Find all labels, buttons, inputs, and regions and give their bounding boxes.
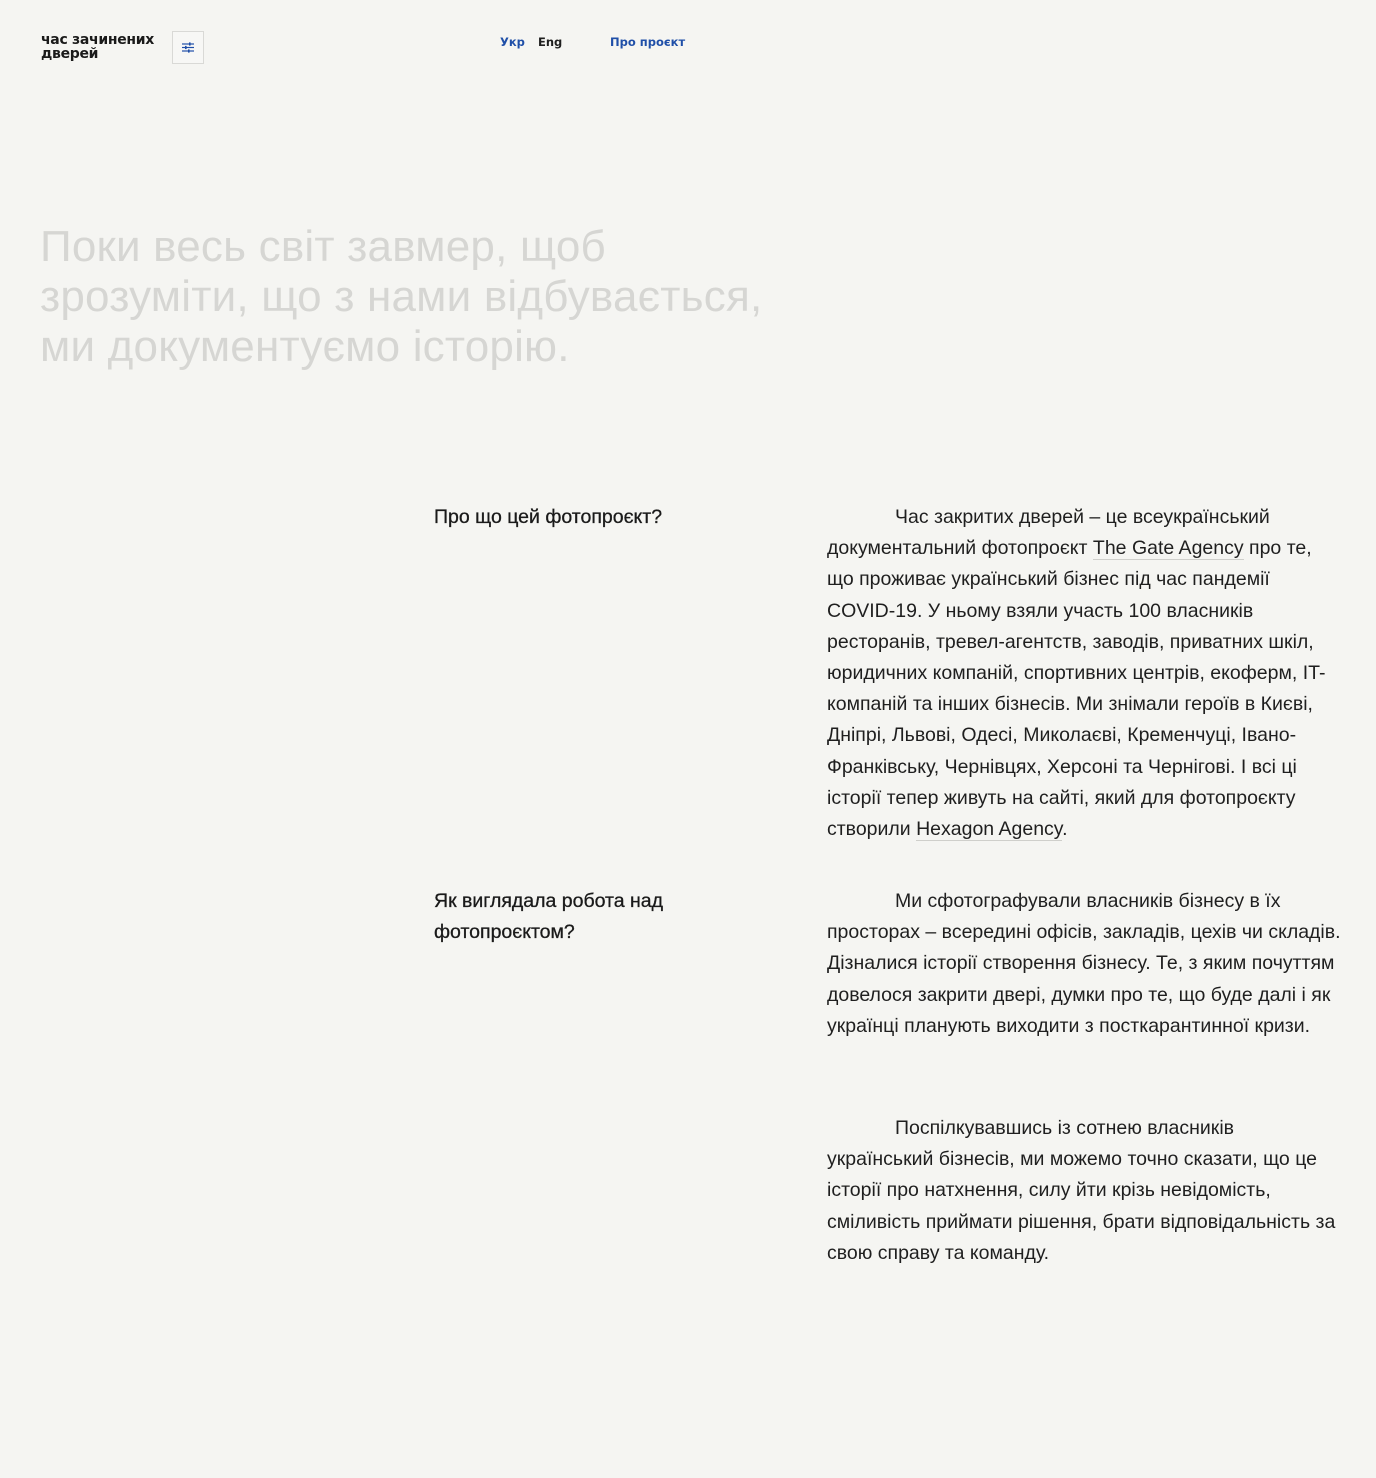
site-header xyxy=(0,0,1376,100)
section-answer-3: Поспілкувавшись із сотнею власників український бізнесів, ми можемо точно сказати, що це історії про натхнення, силу йти крізь невідомість, сміливість приймати рішення, брати відповідальність за свою справу та команду. xyxy=(827,1117,1336,1264)
the-gate-agency-link[interactable]: The Gate Agency xyxy=(1092,537,1244,560)
section-answer-1 xyxy=(827,502,1342,845)
sliders-icon xyxy=(182,42,194,53)
answer-1-text-c: . xyxy=(1062,818,1068,841)
hero-line-2: зрозуміти, що з нами відбувається, xyxy=(40,272,763,321)
section-answer-2: Ми сфотографували власників бізнесу в їх просторах – всередині офісів, закладів, цехів чи складів. Дізналися історії створення бізнесу. Те, з яким почуттям довелося закрити двері, думки про те, що буде далі і як українці планують виходити з посткарантинної кризи. xyxy=(827,890,1341,1037)
site-logo[interactable] xyxy=(41,33,154,61)
filter-button[interactable] xyxy=(172,31,204,64)
section-question-2: Як виглядала робота над фотопроєктом? xyxy=(434,890,664,943)
answer-1-text-b: про те, що проживає український бізнес під час пандемії COVID-19. У ньому взяли участь 100 власників ресторанів, тревел-агентств, заводів, приватних шкіл, юридичних компаній, спортивних центрів, екоферм, IT-компаній та інших бізнесів. Ми знімали героїв в Києві, Дніпрі, Львові, Одесі, Миколаєві, Кременчуці, Івано-Франківську, Чернівцях, Херсоні та Чернігові. І всі ці історії тепер живуть на сайті, який для фотопроєкту створили xyxy=(827,537,1326,841)
logo-line-1: час зачинених xyxy=(41,32,155,48)
lang-eng-link[interactable]: Eng xyxy=(538,35,563,49)
hero-line-3: ми документуємо історію. xyxy=(40,322,570,371)
answer-1-text-a: Час закритих дверей – це всеукраїнський документальний фотопроєкт xyxy=(827,506,1270,560)
logo-line-2: дверей xyxy=(41,46,99,62)
hexagon-agency-link[interactable]: Hexagon Agency xyxy=(916,818,1063,841)
hero-heading xyxy=(40,222,840,372)
section-question-1: Про що цей фотопроєкт? xyxy=(434,506,663,528)
hero-line-1: Поки весь світ завмер, щоб xyxy=(40,222,606,271)
about-project-link[interactable]: Про проєкт xyxy=(610,35,686,49)
lang-ukr-link[interactable]: Укр xyxy=(500,35,525,49)
